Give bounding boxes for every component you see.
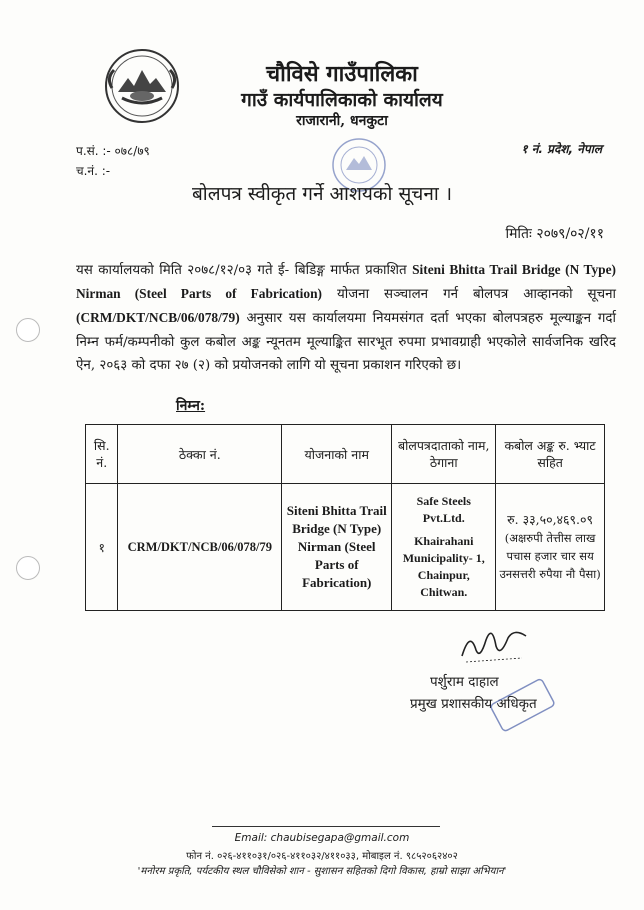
signature-scribble-icon — [456, 616, 532, 666]
body-part-2: योजना सञ्चालन गर्न बोलपत्र आव्हानको सूचना — [321, 287, 616, 303]
col-contract: ठेक्का नं. — [118, 425, 282, 484]
dispatch-number: च.नं. :- — [76, 164, 111, 178]
officer-stamp-icon — [488, 676, 558, 736]
cell-bidder — [392, 484, 496, 611]
bidder-address: Khairahani Municipality- 1, Chainpur, Chitwan. — [402, 534, 485, 599]
footer-divider — [212, 826, 440, 827]
punch-hole-top — [16, 318, 40, 342]
table-row — [86, 484, 605, 611]
footer-phone: फोन नं. ०२६-४११०३१/०२६-४११०३२/४११०३३, मोबाइल नं. ९८५२०६२४०२ — [186, 851, 458, 862]
footer-email[interactable]: Email: chaubisegapa@gmail.com — [234, 832, 410, 844]
award-table — [85, 424, 605, 611]
cell-contract: CRM/DKT/NCB/06/078/79 — [118, 484, 282, 611]
amount-words: (अक्षरुपी तेत्तीस लाख पचास हजार चार सय उनसत्तरी रुपैया नौ पैसा) — [499, 531, 601, 581]
col-project: योजनाको नाम — [282, 425, 392, 484]
tender-reference: (CRM/DKT/NCB/06/078/79) — [76, 310, 240, 326]
office-name: गाउँ कार्यपालिकाको कार्यालय — [241, 89, 443, 111]
table-header-row — [86, 425, 605, 484]
notice-title: बोलपत्र स्वीकृत गर्ने आशयको सूचना । — [191, 183, 453, 205]
body-part-3: अनुसार यस कार्यालयमा नियमसंगत दर्ता भएका बोलपत्रहरु मूल्याङ्कन गर्दा निम्न फर्म/कम्पनीको कुल कबोल अङ्क न्यूनतम मूल्याङ्कित सारभूत रुपमा प्रभावग्राही भएकोले सार्वजनिक खरिद ऐन, २०६३ को दफा २७ (२) को प्रयोजनको लागि यो सूचना प्रकाशन गरिएको छ। — [76, 311, 616, 373]
municipality-name: चौविसे गाउँपालिका — [266, 61, 418, 87]
notice-body — [76, 258, 616, 377]
office-address: राजारानी, धनकुटा — [296, 113, 388, 129]
cell-amount — [496, 484, 605, 611]
punch-hole-bottom — [16, 556, 40, 580]
col-amount: कबोल अङ्क रु. भ्याट सहित — [496, 425, 605, 484]
signer-name: पर्शुराम दाहाल — [430, 674, 499, 690]
project-title: Siteni Bhitta Trail Bridge (N Type) Nirman (Steel Parts of Fabrication) — [76, 262, 616, 302]
province-label: १ नं. प्रदेश, नेपाल — [521, 142, 602, 156]
col-sn: सि. नं. — [86, 425, 118, 484]
reference-number: प.सं. :- ०७८/७९ — [76, 144, 150, 158]
notice-date: मितिः २०७९/०२/११ — [505, 226, 604, 242]
bidder-name: Safe Steels Pvt.Ltd. — [416, 494, 471, 525]
cell-project: Siteni Bhitta Trail Bridge (N Type) Nirman (Steel Parts of Fabrication) — [282, 484, 392, 611]
body-part-1: यस कार्यालयको मिति २०७८/१२/०३ गते ई- बिडिङ्ग मार्फत प्रकाशित — [76, 263, 413, 278]
footer-slogan: 'मनोरम प्रकृति, पर्यटकीय स्थल चौविसेको शान - सुशासन सहितको दिगो विकास, हाम्रो साझा अभियान' — [137, 866, 507, 877]
col-bidder: बोलपत्रदाताको नाम, ठेगाना — [392, 425, 496, 484]
cell-sn: १ — [86, 484, 118, 611]
list-heading: निम्न: — [176, 398, 206, 414]
signer-title: प्रमुख प्रशासकीय अधिकृत — [410, 696, 537, 712]
amount-figure: रु. ३३,५०,४६९.०९ — [507, 512, 594, 527]
